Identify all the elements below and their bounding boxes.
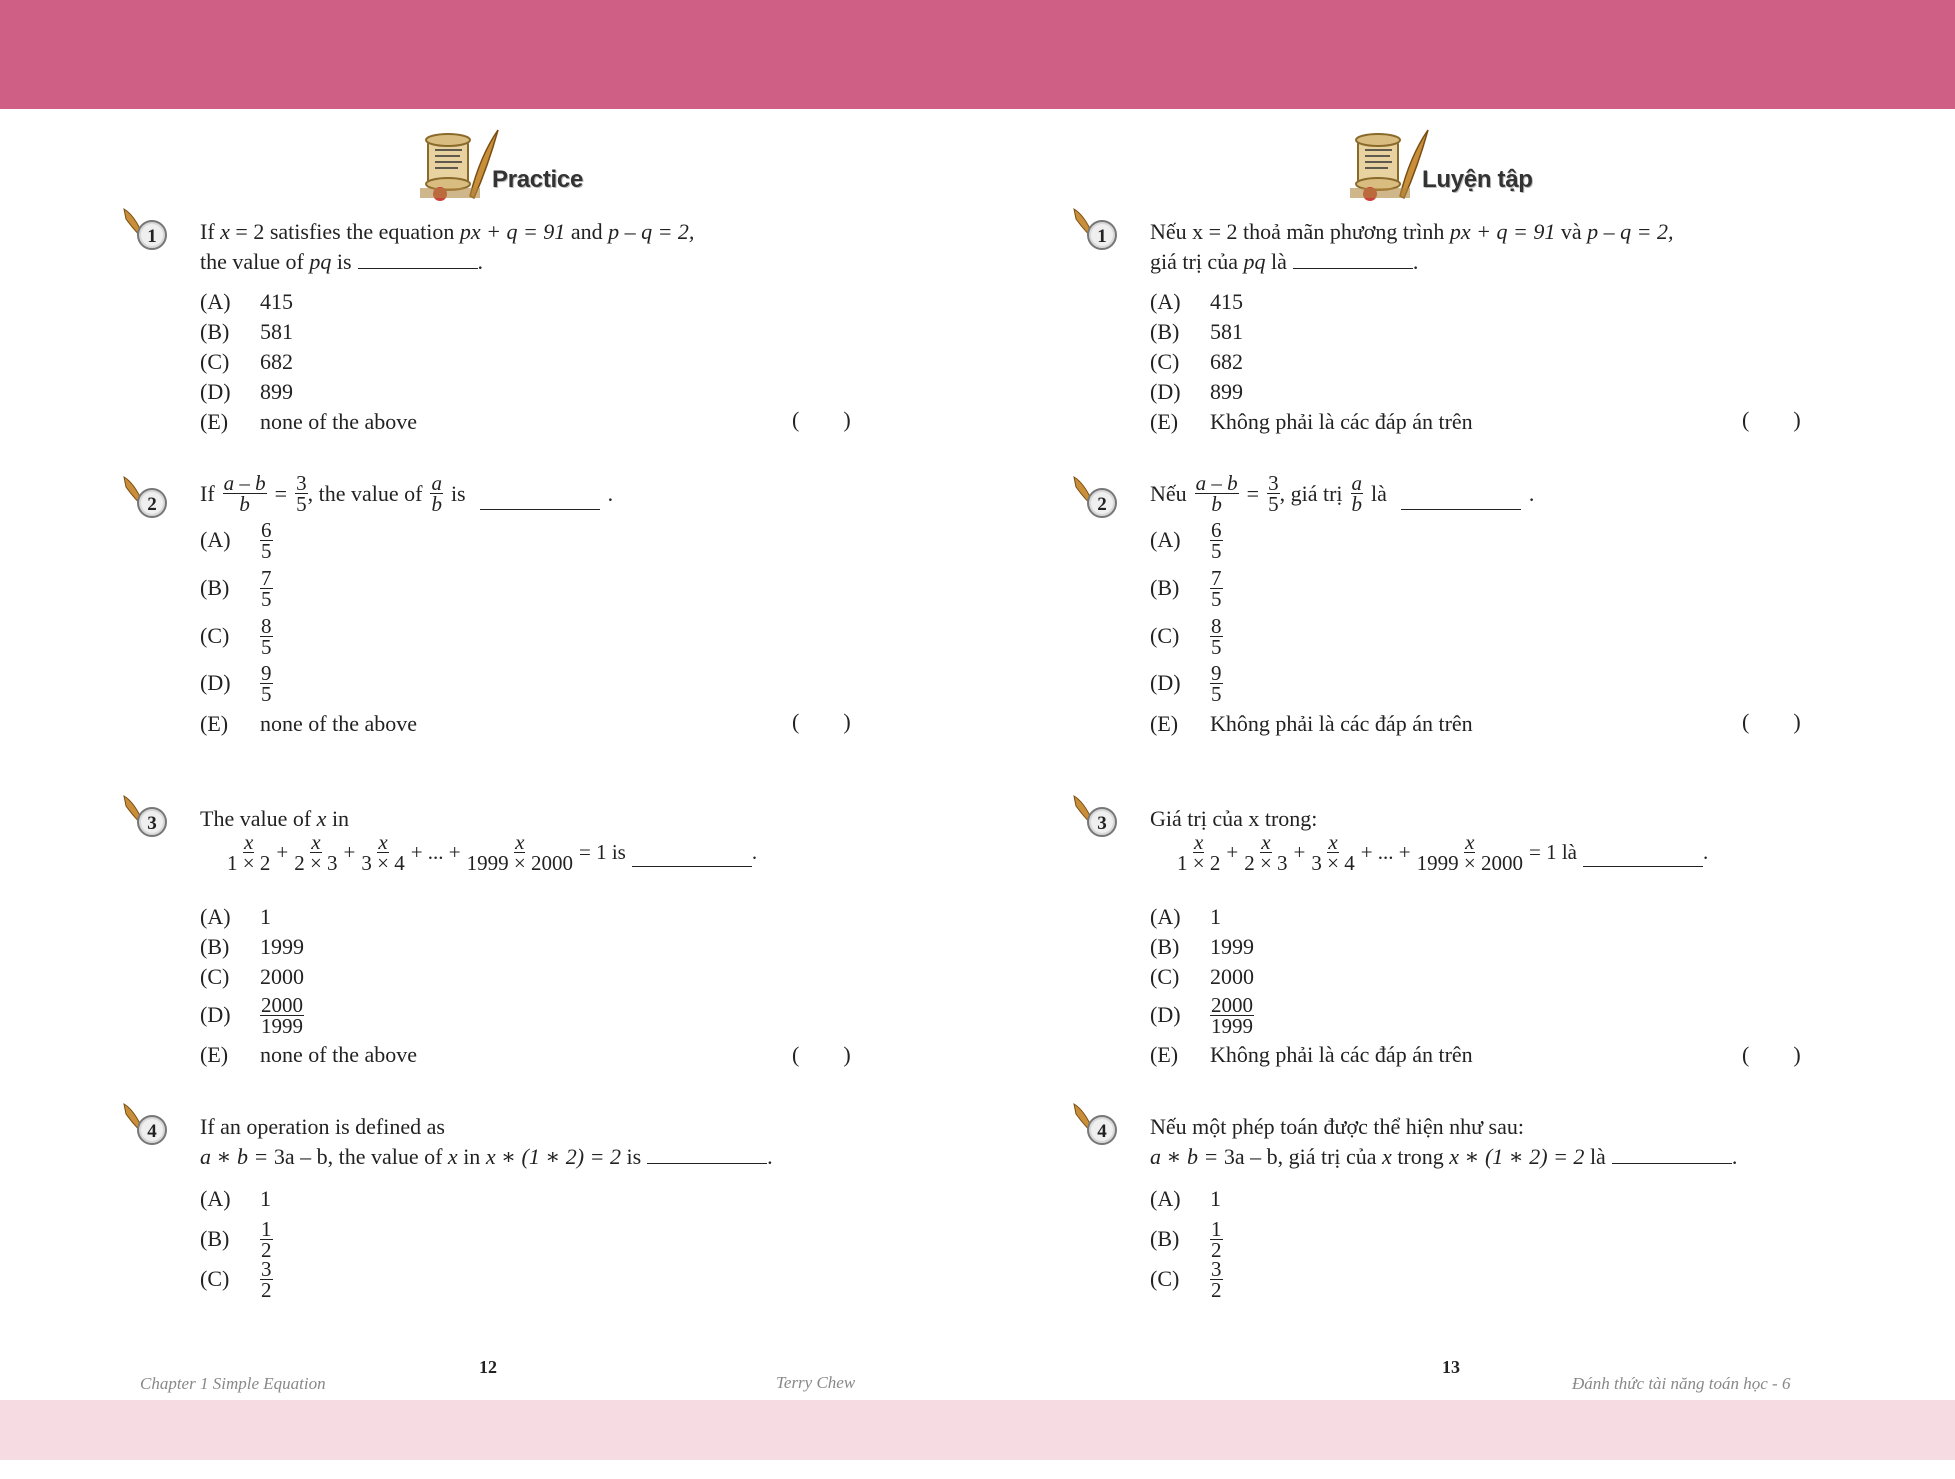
fraction bbox=[1195, 473, 1239, 514]
answer-option[interactable] bbox=[200, 317, 293, 347]
fraction bbox=[223, 473, 267, 514]
right-page bbox=[950, 109, 1925, 1400]
fraction-numerator: x bbox=[1261, 830, 1271, 854]
question-number-badge bbox=[1070, 203, 1130, 263]
question-text bbox=[200, 1142, 773, 1172]
answer-option[interactable] bbox=[1150, 565, 1223, 611]
fraction-numerator: 7 bbox=[261, 565, 272, 590]
text: in bbox=[326, 806, 350, 831]
text: trong bbox=[1391, 1144, 1450, 1169]
answer-option[interactable] bbox=[200, 992, 304, 1038]
text: = 2 satisfies the equation bbox=[229, 219, 460, 244]
fraction-denominator: 1999 bbox=[1211, 1013, 1253, 1038]
operator: + bbox=[1226, 840, 1239, 864]
text: 3a – b, giá trị của bbox=[1223, 1144, 1383, 1169]
question-text bbox=[1150, 473, 1534, 514]
bottom-margin bbox=[0, 1460, 1955, 1479]
answer-bracket[interactable]: ( ) bbox=[1742, 407, 1801, 432]
text: If bbox=[200, 219, 221, 244]
text: . bbox=[751, 840, 758, 864]
text: là bbox=[1265, 249, 1287, 274]
text: Nếu x = 2 thoả mãn phương trình bbox=[1150, 219, 1450, 244]
option-letter: (D) bbox=[200, 379, 231, 404]
fraction-denominator: 5 bbox=[261, 634, 272, 659]
fraction bbox=[1210, 1256, 1223, 1302]
operator: + bbox=[1293, 840, 1306, 864]
answer-option[interactable] bbox=[200, 287, 293, 317]
fraction-denominator: 5 bbox=[1211, 681, 1222, 706]
answer-option[interactable] bbox=[200, 347, 293, 377]
fraction-numerator: x bbox=[311, 830, 321, 854]
option-letter: (D) bbox=[1150, 379, 1181, 404]
fraction-numerator: 7 bbox=[1211, 565, 1222, 590]
answer-option[interactable] bbox=[1150, 317, 1243, 347]
answer-bracket[interactable]: ( ) bbox=[792, 407, 851, 432]
fraction-denominator: b bbox=[431, 492, 442, 516]
fraction-numerator: a – b bbox=[1195, 471, 1238, 495]
option-text: 1 bbox=[1210, 904, 1221, 929]
answer-bracket[interactable]: ( ) bbox=[1742, 1042, 1801, 1067]
fraction bbox=[1210, 517, 1223, 563]
text: is bbox=[450, 480, 466, 506]
option-text: 2000 bbox=[1210, 964, 1254, 989]
answer-blank bbox=[647, 1145, 767, 1164]
option-letter: (C) bbox=[200, 1266, 230, 1291]
option-letter: (E) bbox=[1150, 711, 1179, 736]
math-variable: x bbox=[316, 806, 327, 831]
math-variable: x bbox=[220, 219, 230, 244]
question-number-badge bbox=[1070, 790, 1130, 850]
answer-option[interactable] bbox=[200, 407, 417, 437]
fraction bbox=[430, 473, 443, 514]
answer-option[interactable] bbox=[200, 902, 271, 932]
scroll-quill-icon bbox=[410, 126, 500, 204]
fraction-denominator: 1999 bbox=[261, 1013, 303, 1038]
svg-text:4: 4 bbox=[1097, 1121, 1107, 1142]
question-text bbox=[200, 247, 483, 277]
question-text bbox=[1150, 1142, 1737, 1172]
answer-blank bbox=[1583, 848, 1703, 867]
fraction-denominator: 3 × 4 bbox=[1311, 851, 1355, 875]
question-text bbox=[1150, 1112, 1524, 1142]
option-text: 899 bbox=[1210, 379, 1243, 404]
option-letter: (B) bbox=[1150, 1226, 1180, 1251]
fraction-numerator: 2000 bbox=[1211, 992, 1253, 1017]
text: . bbox=[477, 249, 484, 274]
fraction-numerator: 2000 bbox=[261, 992, 303, 1017]
answer-option[interactable] bbox=[200, 1184, 271, 1214]
answer-option[interactable] bbox=[200, 1216, 273, 1262]
fraction bbox=[1210, 1216, 1223, 1262]
operator: + ... + bbox=[1360, 840, 1411, 864]
answer-option[interactable] bbox=[1150, 1216, 1223, 1262]
text: giá trị của bbox=[1150, 249, 1244, 274]
fraction-denominator: 1999 × 2000 bbox=[466, 851, 573, 875]
option-letter: (A) bbox=[1150, 904, 1181, 929]
option-text: 1999 bbox=[1210, 934, 1254, 959]
fraction bbox=[1351, 473, 1364, 514]
answer-option[interactable] bbox=[200, 962, 304, 992]
author-footer: Terry Chew bbox=[776, 1373, 856, 1392]
operator: + ... + bbox=[410, 840, 461, 864]
fraction-denominator: 5 bbox=[1268, 492, 1279, 516]
equation-tail: = 1 là bbox=[1529, 840, 1577, 864]
answer-option[interactable] bbox=[200, 613, 273, 659]
answer-option[interactable] bbox=[1150, 962, 1254, 992]
option-letter: (A) bbox=[1150, 1186, 1181, 1211]
left-page bbox=[0, 109, 975, 1400]
svg-text:1: 1 bbox=[1097, 226, 1107, 247]
option-letter: (B) bbox=[200, 1226, 230, 1251]
text: . bbox=[1731, 1144, 1738, 1169]
option-letter: (B) bbox=[200, 319, 230, 344]
fraction-denominator: 2 bbox=[1211, 1277, 1222, 1302]
option-letter: (A) bbox=[1150, 527, 1181, 552]
text: là bbox=[1371, 480, 1387, 506]
answer-option[interactable] bbox=[1150, 902, 1221, 932]
answer-option[interactable] bbox=[1150, 287, 1243, 317]
fraction-numerator: x bbox=[1328, 830, 1338, 854]
option-letter: (B) bbox=[200, 934, 230, 959]
fraction-denominator: 2 × 3 bbox=[1244, 851, 1288, 875]
option-letter: (A) bbox=[1150, 289, 1181, 314]
option-text: 1 bbox=[260, 1186, 271, 1211]
math-variable: pq bbox=[1243, 249, 1266, 274]
text: , giá trị bbox=[1279, 480, 1343, 506]
text: and bbox=[565, 219, 609, 244]
fraction bbox=[1210, 660, 1223, 706]
fraction-denominator: b bbox=[239, 492, 250, 516]
text: , the value of bbox=[307, 480, 423, 506]
option-text: Không phải là các đáp án trên bbox=[1210, 711, 1473, 736]
book-title-footer: Đánh thức tài năng toán học - 6 bbox=[1572, 1374, 1791, 1393]
fraction bbox=[260, 613, 273, 659]
question-number-badge bbox=[120, 471, 180, 531]
answer-option[interactable] bbox=[200, 932, 304, 962]
equation: px + q = 91 bbox=[1449, 219, 1556, 244]
text: Nếu một phép toán được thể hiện như sau: bbox=[1150, 1114, 1524, 1139]
text: . bbox=[767, 1144, 773, 1169]
text: = bbox=[1246, 480, 1260, 506]
fraction-denominator: 1 × 2 bbox=[1177, 851, 1221, 875]
fraction-denominator: 5 bbox=[1211, 538, 1222, 563]
option-text: 682 bbox=[1210, 349, 1243, 374]
operator: + bbox=[276, 840, 289, 864]
question-number-badge bbox=[120, 203, 180, 263]
option-text: 1999 bbox=[260, 934, 304, 959]
fraction-numerator: 3 bbox=[261, 1256, 272, 1281]
top-color-band bbox=[0, 0, 1955, 109]
equation: p – q = 2, bbox=[1587, 219, 1674, 244]
answer-blank bbox=[1293, 250, 1413, 269]
equation: a ∗ b = bbox=[1150, 1144, 1224, 1169]
svg-text:2: 2 bbox=[147, 494, 157, 515]
answer-option[interactable] bbox=[200, 377, 293, 407]
answer-option[interactable] bbox=[200, 565, 273, 611]
text: The value of bbox=[200, 806, 317, 831]
svg-text:3: 3 bbox=[1097, 813, 1107, 834]
fraction bbox=[260, 992, 304, 1038]
answer-bracket[interactable]: ( ) bbox=[792, 1042, 851, 1067]
fraction-denominator: 5 bbox=[1211, 634, 1222, 659]
practice-header bbox=[410, 119, 583, 204]
fraction-numerator: x bbox=[378, 830, 388, 854]
bottom-color-band bbox=[0, 1400, 1955, 1460]
option-letter: (C) bbox=[1150, 964, 1180, 989]
option-letter: (A) bbox=[200, 527, 231, 552]
text: . bbox=[1703, 840, 1709, 864]
fraction bbox=[1267, 473, 1280, 514]
fraction-numerator: 9 bbox=[1211, 660, 1222, 685]
fraction-numerator: a – b bbox=[223, 471, 266, 495]
answer-option[interactable] bbox=[1150, 1256, 1223, 1302]
text: Nếu bbox=[1150, 480, 1187, 506]
fraction bbox=[467, 832, 573, 873]
answer-bracket[interactable]: ( ) bbox=[792, 709, 851, 734]
fraction-numerator: 3 bbox=[1211, 1256, 1222, 1281]
text: is bbox=[331, 249, 352, 274]
option-letter: (B) bbox=[1150, 575, 1180, 600]
option-text: Không phải là các đáp án trên bbox=[1210, 409, 1473, 434]
fraction-denominator: 5 bbox=[261, 586, 272, 611]
question-text bbox=[200, 1112, 445, 1142]
option-text: none of the above bbox=[260, 711, 417, 736]
fraction-numerator: 8 bbox=[261, 613, 272, 638]
fraction-denominator: 1 × 2 bbox=[227, 851, 271, 875]
option-text: Không phải là các đáp án trên bbox=[1210, 1042, 1473, 1067]
equation: x ∗ (1 ∗ 2) = 2 bbox=[1449, 1144, 1585, 1169]
text: . bbox=[1528, 480, 1535, 506]
fraction bbox=[260, 1256, 273, 1302]
option-letter: (A) bbox=[200, 289, 231, 314]
option-text: 415 bbox=[1210, 289, 1243, 314]
fraction-numerator: 6 bbox=[1211, 517, 1222, 542]
option-text: 2000 bbox=[260, 964, 304, 989]
answer-option[interactable] bbox=[1150, 517, 1223, 563]
fraction bbox=[260, 660, 273, 706]
text: . bbox=[607, 480, 614, 506]
chapter-footer: Chapter 1 Simple Equation bbox=[140, 1374, 326, 1393]
equation: a ∗ b = bbox=[200, 1144, 274, 1169]
equation: p – q = 2, bbox=[608, 219, 695, 244]
fraction bbox=[1210, 992, 1254, 1038]
answer-option[interactable] bbox=[200, 1256, 273, 1302]
answer-option[interactable] bbox=[1150, 613, 1223, 659]
fraction-numerator: 6 bbox=[261, 517, 272, 542]
answer-option[interactable] bbox=[1150, 932, 1254, 962]
svg-text:4: 4 bbox=[147, 1121, 157, 1142]
option-letter: (E) bbox=[200, 1042, 229, 1067]
question-number-badge bbox=[1070, 471, 1130, 531]
math-variable: pq bbox=[309, 249, 332, 274]
page-number: 12 bbox=[479, 1357, 497, 1377]
fraction-denominator: b bbox=[1351, 492, 1363, 516]
math-variable: x bbox=[447, 1144, 458, 1169]
text: và bbox=[1555, 219, 1588, 244]
fraction-denominator: 5 bbox=[1211, 586, 1222, 611]
svg-text:3: 3 bbox=[147, 813, 157, 834]
option-text: none of the above bbox=[260, 1042, 417, 1067]
fraction bbox=[227, 832, 270, 873]
option-letter: (C) bbox=[200, 623, 230, 648]
option-letter: (E) bbox=[1150, 409, 1179, 434]
text: . bbox=[1412, 249, 1419, 274]
answer-blank bbox=[358, 250, 478, 269]
option-letter: (E) bbox=[1150, 1042, 1179, 1067]
question-text bbox=[1150, 217, 1674, 247]
svg-text:2: 2 bbox=[1097, 494, 1107, 515]
operator: + bbox=[343, 840, 356, 864]
fraction-numerator: 8 bbox=[1211, 613, 1222, 638]
question-number-badge bbox=[1070, 1098, 1130, 1158]
fraction-denominator: 2 × 3 bbox=[294, 851, 338, 875]
fraction-denominator: 5 bbox=[261, 681, 272, 706]
question-number-badge bbox=[120, 790, 180, 850]
answer-option[interactable] bbox=[1150, 992, 1254, 1038]
option-letter: (D) bbox=[1150, 1002, 1181, 1027]
fraction-numerator: 1 bbox=[1211, 1216, 1222, 1241]
fraction-denominator: 1999 × 2000 bbox=[1416, 851, 1523, 875]
answer-option[interactable] bbox=[1150, 660, 1223, 706]
question-text bbox=[200, 473, 613, 514]
fraction-numerator: 3 bbox=[1268, 471, 1279, 495]
option-letter: (B) bbox=[1150, 319, 1180, 344]
fraction bbox=[1417, 832, 1523, 873]
fraction bbox=[1210, 565, 1223, 611]
option-letter: (C) bbox=[1150, 1266, 1180, 1291]
fraction bbox=[295, 473, 308, 514]
option-text: none of the above bbox=[260, 409, 417, 434]
fraction-denominator: 2 bbox=[1211, 1237, 1222, 1262]
text: If bbox=[200, 480, 215, 506]
answer-bracket[interactable]: ( ) bbox=[1742, 709, 1801, 734]
option-letter: (D) bbox=[200, 670, 231, 695]
fraction bbox=[361, 832, 404, 873]
text: is bbox=[620, 1144, 642, 1169]
option-letter: (A) bbox=[200, 1186, 231, 1211]
option-letter: (C) bbox=[200, 349, 230, 374]
answer-blank bbox=[632, 848, 752, 867]
scroll-quill-icon bbox=[1340, 126, 1430, 204]
option-letter: (C) bbox=[200, 964, 230, 989]
equation-tail: = 1 is bbox=[579, 840, 626, 864]
fraction-numerator: x bbox=[1465, 830, 1475, 854]
practice-header bbox=[1340, 119, 1533, 204]
question-number-badge bbox=[120, 1098, 180, 1158]
page-number: 13 bbox=[1442, 1357, 1460, 1377]
text: the value of bbox=[200, 249, 310, 274]
option-letter: (A) bbox=[200, 904, 231, 929]
fraction bbox=[1244, 832, 1287, 873]
fraction-numerator: x bbox=[1194, 830, 1204, 854]
option-text: 581 bbox=[260, 319, 293, 344]
text: là bbox=[1584, 1144, 1606, 1169]
text: = bbox=[274, 480, 288, 506]
fraction-numerator: a bbox=[1351, 471, 1363, 495]
question-text bbox=[1150, 804, 1317, 834]
option-letter: (B) bbox=[1150, 934, 1180, 959]
series-equation bbox=[1175, 832, 1708, 873]
answer-option[interactable] bbox=[1150, 407, 1473, 437]
fraction-denominator: 5 bbox=[296, 492, 307, 516]
option-letter: (E) bbox=[200, 409, 229, 434]
fraction bbox=[260, 1216, 273, 1262]
fraction bbox=[1210, 613, 1223, 659]
answer-blank bbox=[1612, 1145, 1732, 1164]
fraction-numerator: a bbox=[431, 471, 442, 495]
fraction-denominator: b bbox=[1211, 492, 1222, 516]
svg-text:1: 1 bbox=[147, 226, 157, 247]
option-letter: (C) bbox=[1150, 349, 1180, 374]
text: in bbox=[457, 1144, 486, 1169]
series-equation bbox=[225, 832, 757, 873]
option-letter: (C) bbox=[1150, 623, 1180, 648]
option-letter: (E) bbox=[200, 711, 229, 736]
math-variable: x bbox=[1382, 1144, 1392, 1169]
fraction bbox=[260, 517, 273, 563]
page-heading: Luyện tập bbox=[1422, 166, 1533, 193]
option-letter: (D) bbox=[200, 1002, 231, 1027]
option-letter: (D) bbox=[1150, 670, 1181, 695]
answer-option[interactable] bbox=[1150, 1040, 1473, 1070]
option-text: 682 bbox=[260, 349, 293, 374]
fraction-numerator: 1 bbox=[261, 1216, 272, 1241]
answer-option[interactable] bbox=[200, 660, 273, 706]
option-text: 1 bbox=[260, 904, 271, 929]
fraction bbox=[1311, 832, 1354, 873]
answer-option[interactable] bbox=[1150, 709, 1473, 739]
answer-option[interactable] bbox=[1150, 1184, 1221, 1214]
fraction bbox=[294, 832, 337, 873]
answer-option[interactable] bbox=[1150, 347, 1243, 377]
question-text bbox=[200, 217, 694, 247]
equation: px + q = 91 bbox=[459, 219, 566, 244]
text: Giá trị của x trong: bbox=[1150, 806, 1318, 831]
answer-blank bbox=[480, 491, 600, 510]
option-text: 1 bbox=[1210, 1186, 1221, 1211]
option-text: 899 bbox=[260, 379, 293, 404]
fraction-denominator: 2 bbox=[261, 1277, 272, 1302]
fraction bbox=[260, 565, 273, 611]
text: 3a – b, the value of bbox=[273, 1144, 448, 1169]
answer-option[interactable] bbox=[200, 517, 273, 563]
fraction bbox=[1177, 832, 1220, 873]
fraction-numerator: 9 bbox=[261, 660, 272, 685]
option-letter: (B) bbox=[200, 575, 230, 600]
fraction-denominator: 5 bbox=[261, 538, 272, 563]
fraction-denominator: 2 bbox=[261, 1237, 272, 1262]
answer-option[interactable] bbox=[1150, 377, 1243, 407]
answer-option[interactable] bbox=[200, 709, 417, 739]
equation: x ∗ (1 ∗ 2) = 2 bbox=[485, 1144, 621, 1169]
question-text bbox=[200, 804, 349, 834]
fraction-numerator: 3 bbox=[296, 471, 307, 495]
option-text: 581 bbox=[1210, 319, 1243, 344]
question-text bbox=[1150, 247, 1418, 277]
fraction-numerator: x bbox=[515, 830, 525, 854]
page-heading: Practice bbox=[492, 166, 583, 193]
answer-option[interactable] bbox=[200, 1040, 417, 1070]
fraction-numerator: x bbox=[244, 830, 254, 854]
option-text: 415 bbox=[260, 289, 293, 314]
answer-blank bbox=[1401, 491, 1521, 510]
text: If an operation is defined as bbox=[200, 1114, 445, 1139]
fraction-denominator: 3 × 4 bbox=[361, 851, 405, 875]
